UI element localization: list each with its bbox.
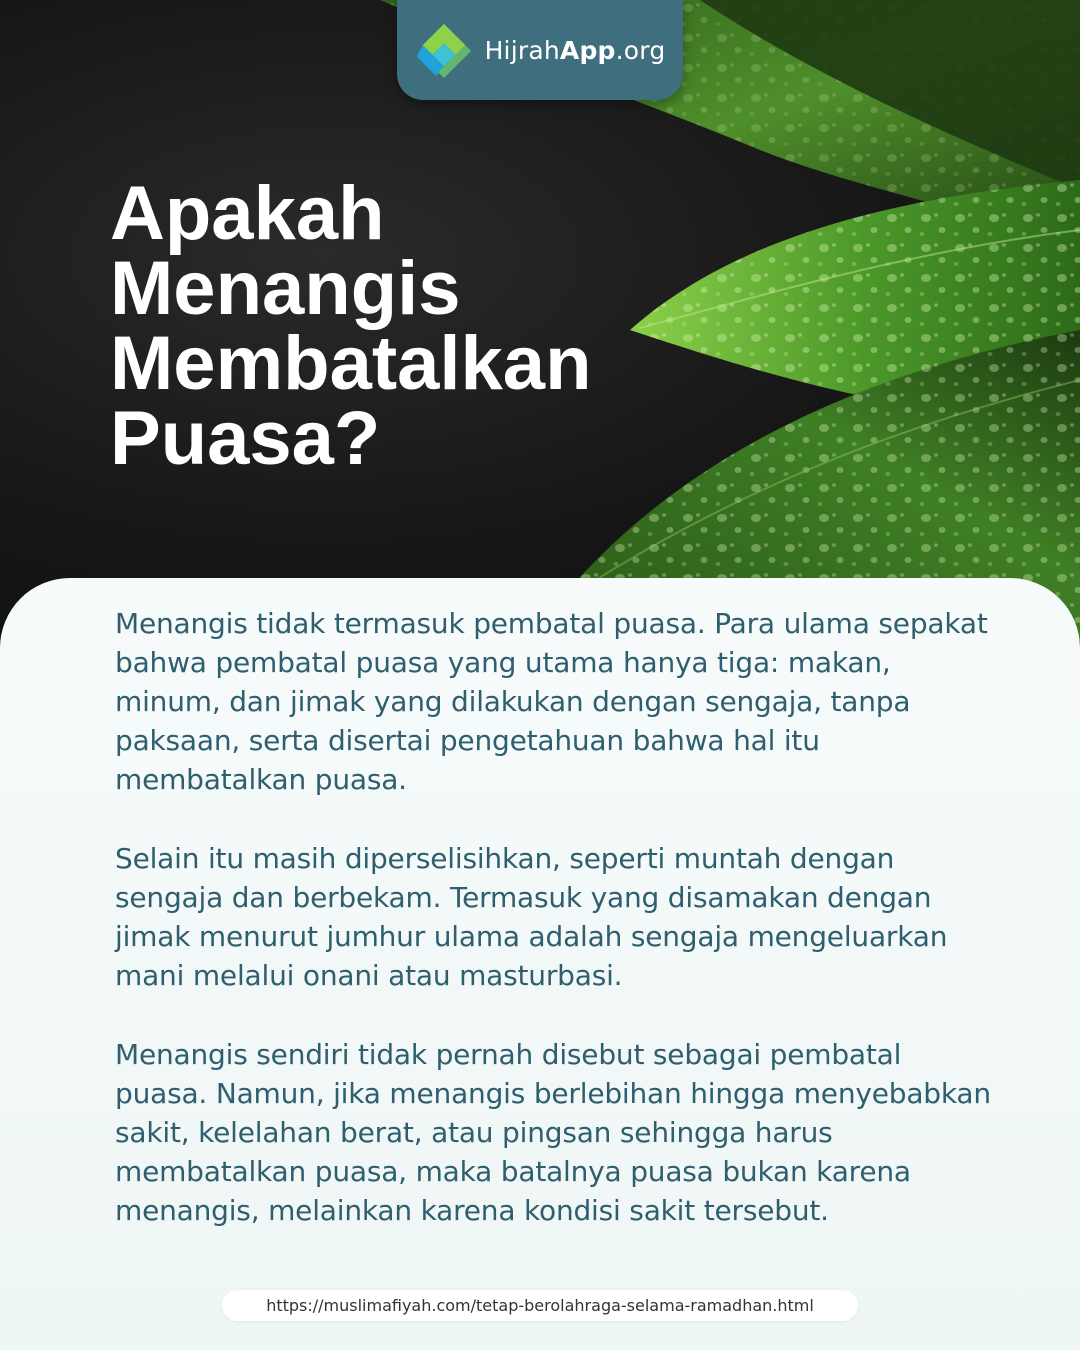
paragraph-3: Menangis sendiri tidak pernah disebut sebagai pembatal puasa. Namun, jika menangis berlebihan hingga menyebabkan sakit, kelelahan berat, atau pingsan sehingga harus membatalkan puasa, maka batalnya puasa bukan karena menangis, melainkan karena kondisi sakit tersebut. <box>115 1038 991 1227</box>
brand-wordmark <box>485 36 666 65</box>
source-url[interactable]: https://muslimafiyah.com/tetap-berolahraga-selama-ramadhan.html <box>266 1296 814 1315</box>
source-link-pill[interactable] <box>222 1290 858 1321</box>
title-line-4: Puasa? <box>110 396 381 481</box>
brand-name-part2: App <box>559 35 616 65</box>
brand-name-part1: Hijrah <box>484 35 560 65</box>
brand-name-part3: .org <box>615 35 666 65</box>
page-title <box>110 171 592 481</box>
logo-tab[interactable] <box>397 0 683 100</box>
paragraph-2: Selain itu masih diperselisihkan, seperti muntah dengan sengaja dan berbekam. Termasuk yang disamakan dengan jimak menurut jumhur ulama adalah sengaja mengeluarkan mani melalui onani atau masturbasi. <box>115 842 948 992</box>
title-line-2: Menangis <box>110 246 461 331</box>
paragraph-1: Menangis tidak termasuk pembatal puasa. Para ulama sepakat bahwa pembatal puasa yang utama hanya tiga: makan, minum, dan jimak yang dilakukan dengan sengaja, tanpa paksaan, serta disertai pengetahuan bahwa hal itu membatalkan puasa. <box>115 607 988 796</box>
title-line-1: Apakah <box>110 171 385 256</box>
title-line-3: Membatalkan <box>110 321 592 406</box>
hijrah-logo-icon <box>415 19 473 81</box>
